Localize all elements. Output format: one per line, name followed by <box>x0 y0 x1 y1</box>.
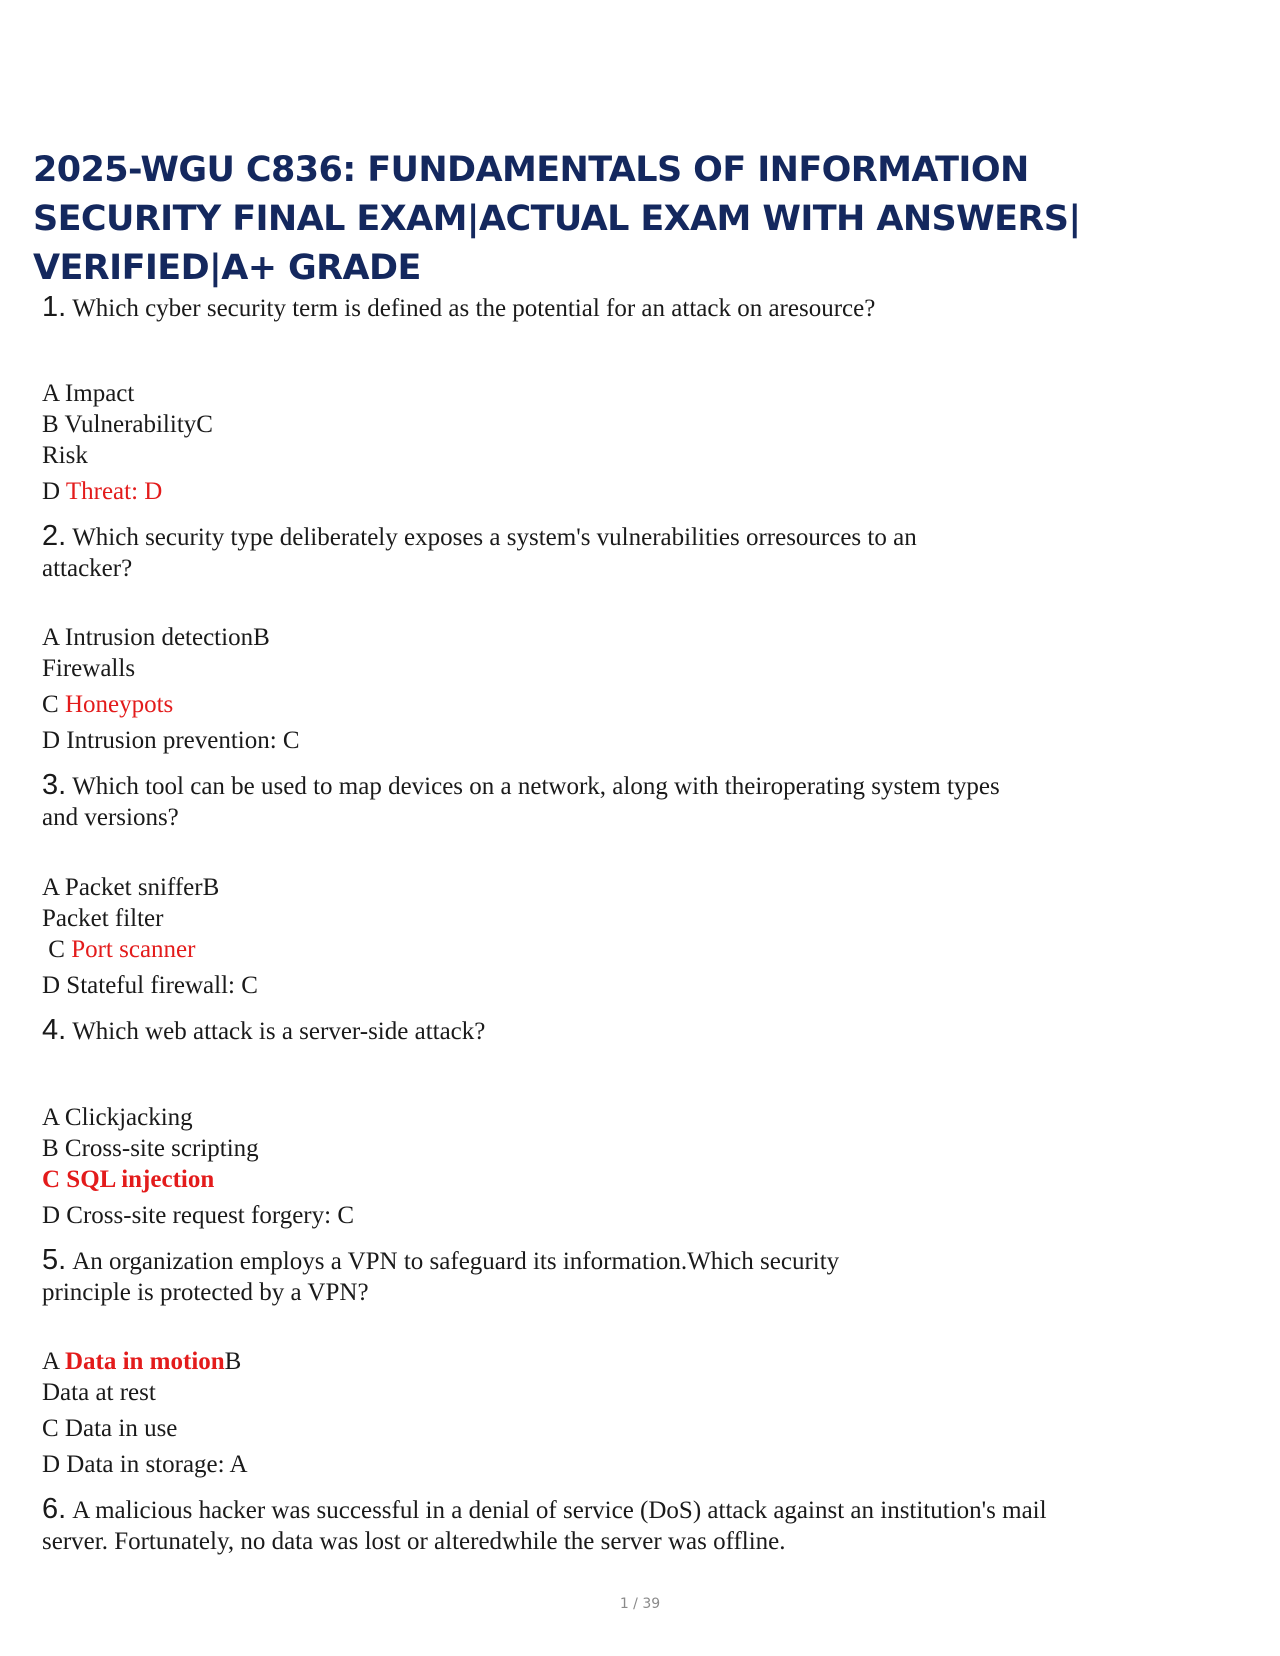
question-6 <box>42 1494 1242 1557</box>
question-text: server. Fortunately, no data was lost or alteredwhile the server was offline. <box>42 1528 786 1555</box>
question-text: Which web attack is a server-side attack? <box>72 1018 486 1045</box>
option-letter: A <box>42 1348 65 1375</box>
question-number: 5. <box>42 1244 67 1276</box>
correct-answer: Honeypots <box>64 691 174 718</box>
option: Data at rest <box>42 1379 156 1406</box>
question-1 <box>42 292 1242 324</box>
option-letter: C <box>42 691 65 718</box>
question-text: Which cyber security term is defined as the potential for an attack on aresource? <box>72 295 876 322</box>
option: D Cross-site request forgery: C <box>42 1202 354 1229</box>
option-suffix: B <box>224 1348 242 1375</box>
option-answer <box>42 476 162 507</box>
option: C Data in use <box>42 1415 178 1442</box>
option-answer <box>42 1346 241 1377</box>
correct-answer: Threat: D <box>65 478 163 505</box>
option: D Intrusion prevention: C <box>42 727 300 754</box>
option-answer <box>42 934 195 965</box>
document-title <box>33 146 1213 293</box>
option: D Stateful firewall: C <box>42 972 258 999</box>
question-text: Which tool can be used to map devices on a network, along with theiroperating system types <box>72 773 1000 800</box>
option: A Impact <box>42 380 135 407</box>
option: A Clickjacking <box>42 1104 193 1131</box>
page-indicator: 1 / 39 <box>619 1596 661 1612</box>
question-3 <box>42 770 1242 833</box>
question-number: 2. <box>42 520 67 552</box>
correct-answer: C SQL injection <box>42 1166 215 1193</box>
question-4 <box>42 1015 1242 1047</box>
option: A Intrusion detectionB <box>42 624 270 651</box>
question-number: 6. <box>42 1493 67 1525</box>
option: B VulnerabilityC <box>42 411 213 438</box>
question-number: 1. <box>42 291 67 323</box>
option: Packet filter <box>42 905 164 932</box>
title-line: SECURITY FINAL EXAM|ACTUAL EXAM WITH ANSWERS| <box>33 199 1081 239</box>
question-text: and versions? <box>42 804 179 831</box>
question-2 <box>42 521 1242 584</box>
correct-answer: Data in motion <box>64 1348 225 1375</box>
option: Risk <box>42 442 88 469</box>
question-text: Which security type deliberately exposes a system's vulnerabilities orresources to an <box>72 524 917 551</box>
question-text: An organization employs a VPN to safeguard its information.Which security <box>72 1248 840 1275</box>
question-5 <box>42 1245 1242 1308</box>
option: A Packet snifferB <box>42 874 220 901</box>
question-text: A malicious hacker was successful in a denial of service (DoS) attack against an institution's mail <box>72 1497 1047 1524</box>
option: Firewalls <box>42 655 136 682</box>
option-letter: D <box>42 478 66 505</box>
title-line: 2025-WGU C836: FUNDAMENTALS OF INFORMATION <box>33 150 1029 190</box>
option-answer <box>42 689 173 720</box>
title-line: VERIFIED|A+ GRADE <box>33 248 421 288</box>
question-number: 4. <box>42 1014 67 1046</box>
option-letter: C <box>42 936 72 963</box>
question-text: principle is protected by a VPN? <box>42 1279 369 1306</box>
correct-answer: Port scanner <box>71 936 196 963</box>
question-text: attacker? <box>42 555 133 582</box>
option: B Cross-site scripting <box>42 1135 259 1162</box>
option: D Data in storage: A <box>42 1451 248 1478</box>
question-number: 3. <box>42 769 67 801</box>
